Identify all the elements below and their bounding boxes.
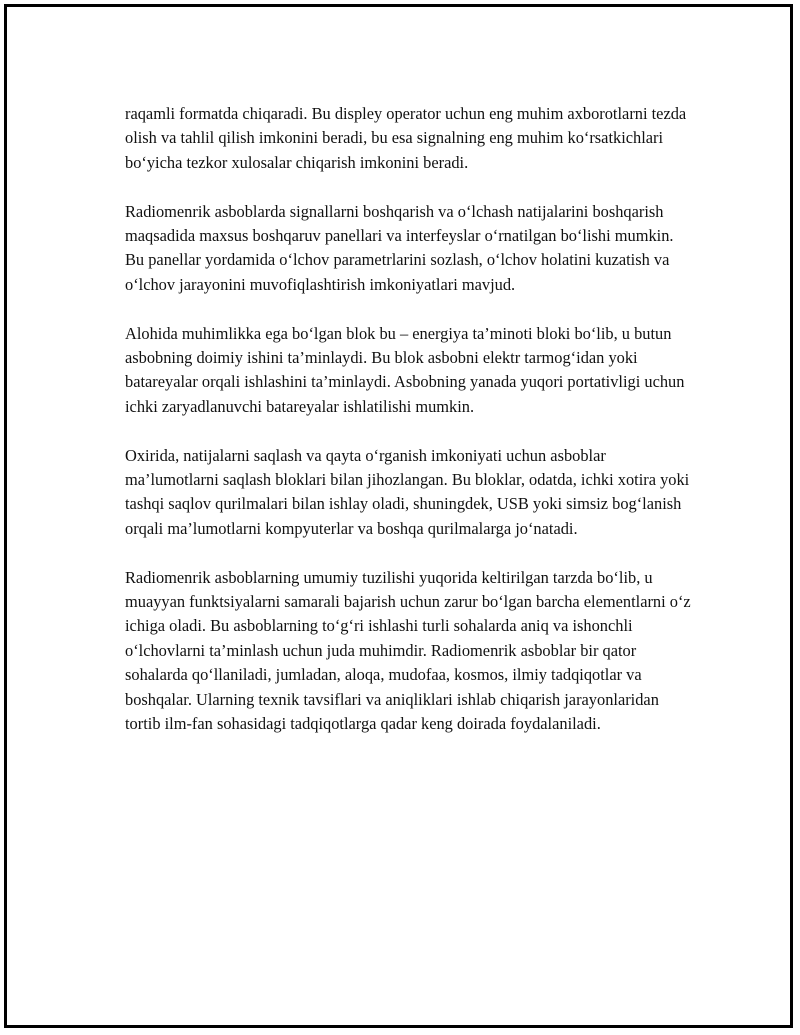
- paragraph-data-storage: Oxirida, natijalarni saqlash va qayta o‘rganish imkoniyati uchun asboblar ma’lumotlarni saqlash bloklari bilan jihozlangan. Bu bloklar, odatda, ichki xotira yoki tashqi saqlov qurilmalari bilan ishlay oladi, shuningdek, USB yoki simsiz bog‘lanish orqali ma’lumotlarni kompyuterlar va boshqa qurilmalarga jo‘natadi.: [125, 445, 690, 538]
- document-body: [125, 102, 695, 761]
- paragraph-display-output: raqamli formatda chiqaradi. Bu displey operator uchun eng muhim axborotlarni tezda olish va tahlil qilish imkonini beradi, bu esa signalning eng muhim ko‘rsatkichlari bo‘yicha tezkor xulosalar chiqarish imkonini beradi.: [125, 104, 687, 172]
- paragraph-power-supply: Alohida muhimlikka ega bo‘lgan blok bu – energiya ta’minoti bloki bo‘lib, u butun asbobning doimiy ishini ta’minlaydi. Bu blok asbobni elektr tarmog‘idan yoki batareyalar orqali ishlashini ta’minlaydi. Asbobning yanada yuqori portativligi uchun ichki zaryadlanuvchi batareyalar ishlatilishi mumkin.: [125, 323, 685, 416]
- paragraph-control-panels: Radiomenrik asboblarda signallarni boshqarish va o‘lchash natijalarini boshqarish maqsadida maxsus boshqaruv panellari va interfeyslar o‘rnatilgan bo‘lishi mumkin. Bu panellar yordamida o‘lchov parametrlarini sozlash, o‘lchov holatini kuzatish va o‘lchov jarayonini muvofiqlashtirish imkoniyatlari mavjud.: [125, 201, 674, 294]
- page-border: [4, 4, 793, 1028]
- paragraph-general-structure: Radiomenrik asboblarning umumiy tuzilishi yuqorida keltirilgan tarzda bo‘lib, u muayyan funktsiyalarni samarali bajarish uchun zarur bo‘lgan barcha elementlarni o‘z ichiga oladi. Bu asboblarning to‘g‘ri ishlashi turli sohalarda aniq va ishonchli o‘lchovlarni ta’minlash uchun juda muhimdir. Radiomenrik asboblar bir qator sohalarda qo‘llaniladi, jumladan, aloqa, mudofaa, kosmos, ilmiy tadqiqotlar va boshqalar. Ularning texnik tavsiflari va aniqliklari ishlab chiqarish jarayonlaridan tortib ilm-fan sohasidagi tadqiqotlarga qadar keng doirada foydalaniladi.: [125, 567, 691, 734]
